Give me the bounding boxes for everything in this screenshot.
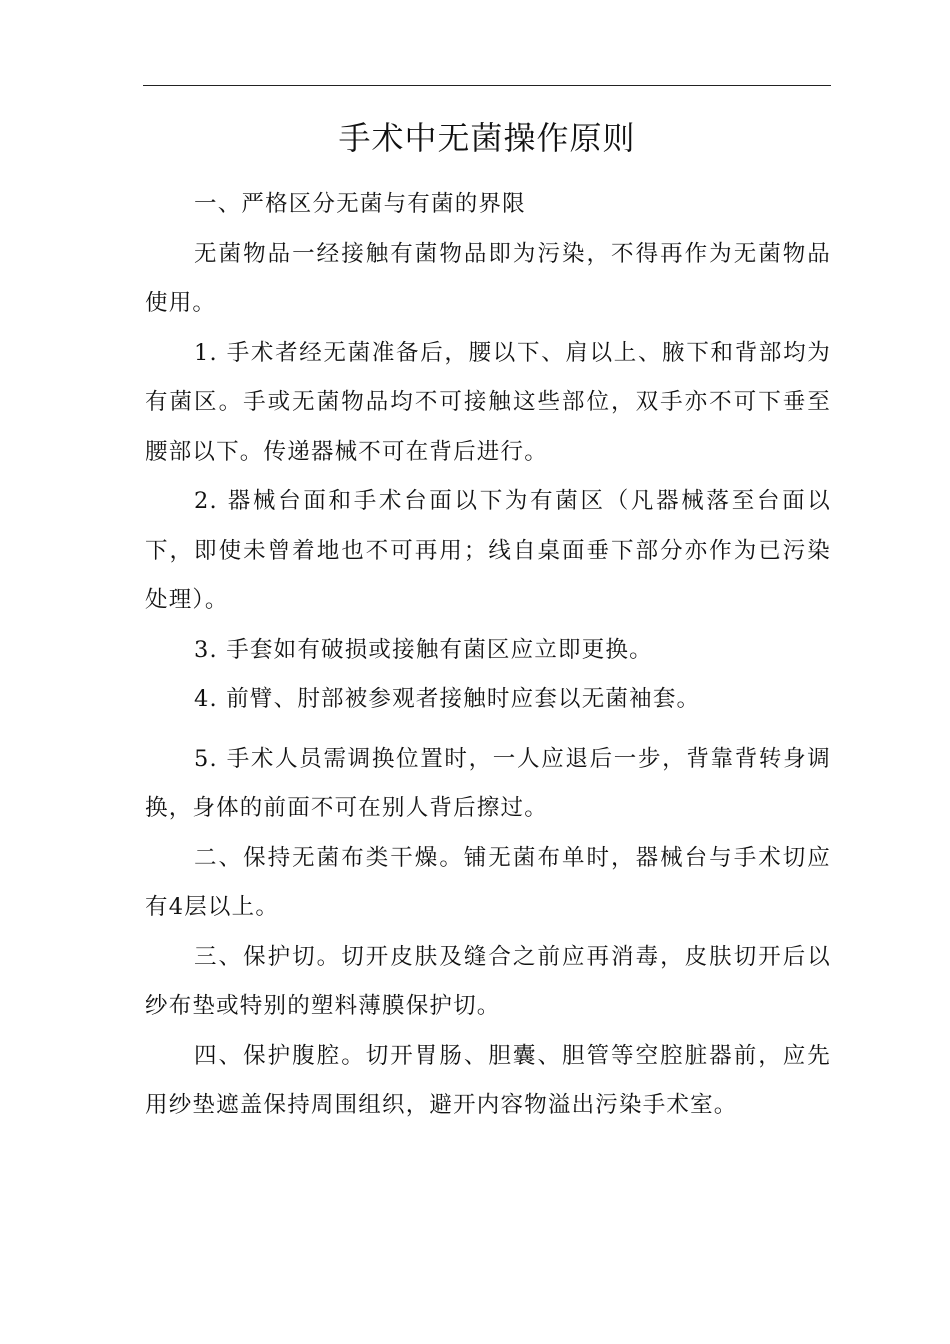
section-heading-4: 四、保护腹腔。切开胃肠、胆囊、胆管等空腔脏器前，应先用纱垫遮盖保持周围组织，避开内容物溢出污染手术室。 [145, 1042, 831, 1118]
list-item-4: 4. 前臂、肘部被参观者接触时应套以无菌袖套。 [194, 686, 701, 712]
section-heading-1: 一、严格区分无菌与有菌的界限 [194, 191, 526, 217]
list-item-1: 1. 手术者经无菌准备后，腰以下、肩以上、腋下和背部均为有菌区。手或无菌物品均不可接触这些部位，双手亦不可下垂至腰部以下。传递器械不可在背后进行。 [145, 339, 831, 465]
section-heading-3: 三、保护切。切开皮肤及缝合之前应再消毒，皮肤切开后以纱布垫或特别的塑料薄膜保护切。 [145, 943, 831, 1019]
header-rule [143, 85, 831, 86]
document-body [145, 180, 831, 1131]
list-item-3: 3. 手套如有破损或接触有菌区应立即更换。 [194, 636, 653, 663]
body-paragraph: 无菌物品一经接触有菌物品即为污染，不得再作为无菌物品使用。 [145, 240, 831, 316]
list-item-2: 2. 器械台面和手术台面以下为有菌区（凡器械落至台面以下，即使未曾着地也不可再用；线自桌面垂下部分亦作为已污染处理）。 [145, 488, 831, 613]
section-heading-2: 二、保持无菌布类干燥。铺无菌布单时，器械台与手术切应有4层以上。 [145, 844, 831, 920]
list-item-5: 5. 手术人员需调换位置时，一人应退后一步，背靠背转身调换，身体的前面不可在别人背后擦过。 [145, 745, 831, 821]
document-title: 手术中无菌操作原则 [338, 119, 636, 157]
